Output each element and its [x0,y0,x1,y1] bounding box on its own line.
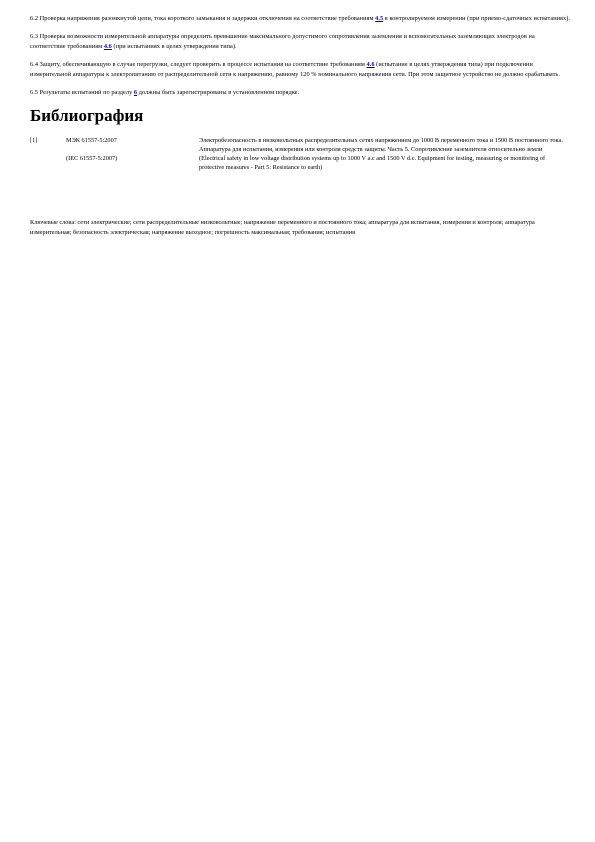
bibliography-heading: Библиография [30,106,144,125]
document-page [30,14,570,244]
bibliography-number [30,154,66,172]
bibliography-number: [1] [30,137,38,144]
paragraph-text: 6.2 Проверка напряжения разомкнутой цепи, тока короткого замыкания и задержки отключения на соответствие требованиям [30,15,376,22]
bibliography-row [30,154,569,172]
keywords-paragraph: Ключевые слова: сети электрические; сети распределительные низковольтные; напряжение переменного и постоянного тока; аппаратура для испытания, измерения и контроля; аппаратура измерительная; безопасность электрическая; напряжение выходное; погрешность максимальная; требования; испытания [30,219,535,236]
paragraph-6-4 [30,60,570,80]
section-link-6[interactable]: 6 [133,89,138,96]
bibliography-table [30,136,569,172]
paragraph-text: (при испытаниях в целях утверждения типа). [111,43,237,50]
paragraph-6-2 [30,14,570,24]
clause-link-4-6[interactable]: 4.6 [366,61,375,68]
paragraph-text: (испытание в целях утверждения типа) при подключении измерительной аппаратуры к электропитанию от распределительной сети к напряжению, равному 120 % номинального напряжения сети. При этом защитное устройство не должно срабатывать. [30,61,560,78]
paragraph-6-3 [30,32,570,52]
paragraph-text: в контролируемом измерении (при приемо-сдаточных испытаниях). [383,15,570,22]
paragraph-text: должны быть зарегистрированы в установленном порядке. [137,89,300,96]
paragraph-text: 6.4 Защиту, обеспечивающую в случае перегрузки, следует проверить в процессе испытания на соответствие требованиям [30,61,367,68]
paragraph-6-5 [30,88,570,98]
bibliography-description: (Electrical safety in low voltage distribution systems up to 1000 V a.c and 1500 V d.c. Equipment for testing, measuring or monitoring of protective measures - Part 5: Resistance to earth) [199,155,546,171]
bibliography-row [30,136,569,154]
bibliography-description: Электробезопасность в низковольтных распределительных сетях напряжением до 1000 В переменного тока и 1500 В постоянного тока. Аппаратура для испытания, измерения или контроля средств защиты. Часть 5. Сопротивление заземлителя относительно земли [199,137,563,153]
clause-link-4-5[interactable]: 4.5 [375,15,384,22]
paragraph-text: 6.3 Проверка возможности измерительной аппаратуры определить превышение максимального допустимого сопротивления заземления и вспомогательных заземляющих электродов на соответствие требованиям [30,33,535,50]
bibliography-code: МЭК 61557-5:2007 [66,137,117,144]
paragraph-text: 6.5 Результаты испытаний по разделу [30,89,134,96]
clause-link-4-6[interactable]: 4.6 [103,43,112,50]
bibliography-code: (IEC 61557-5:2007) [66,155,118,162]
